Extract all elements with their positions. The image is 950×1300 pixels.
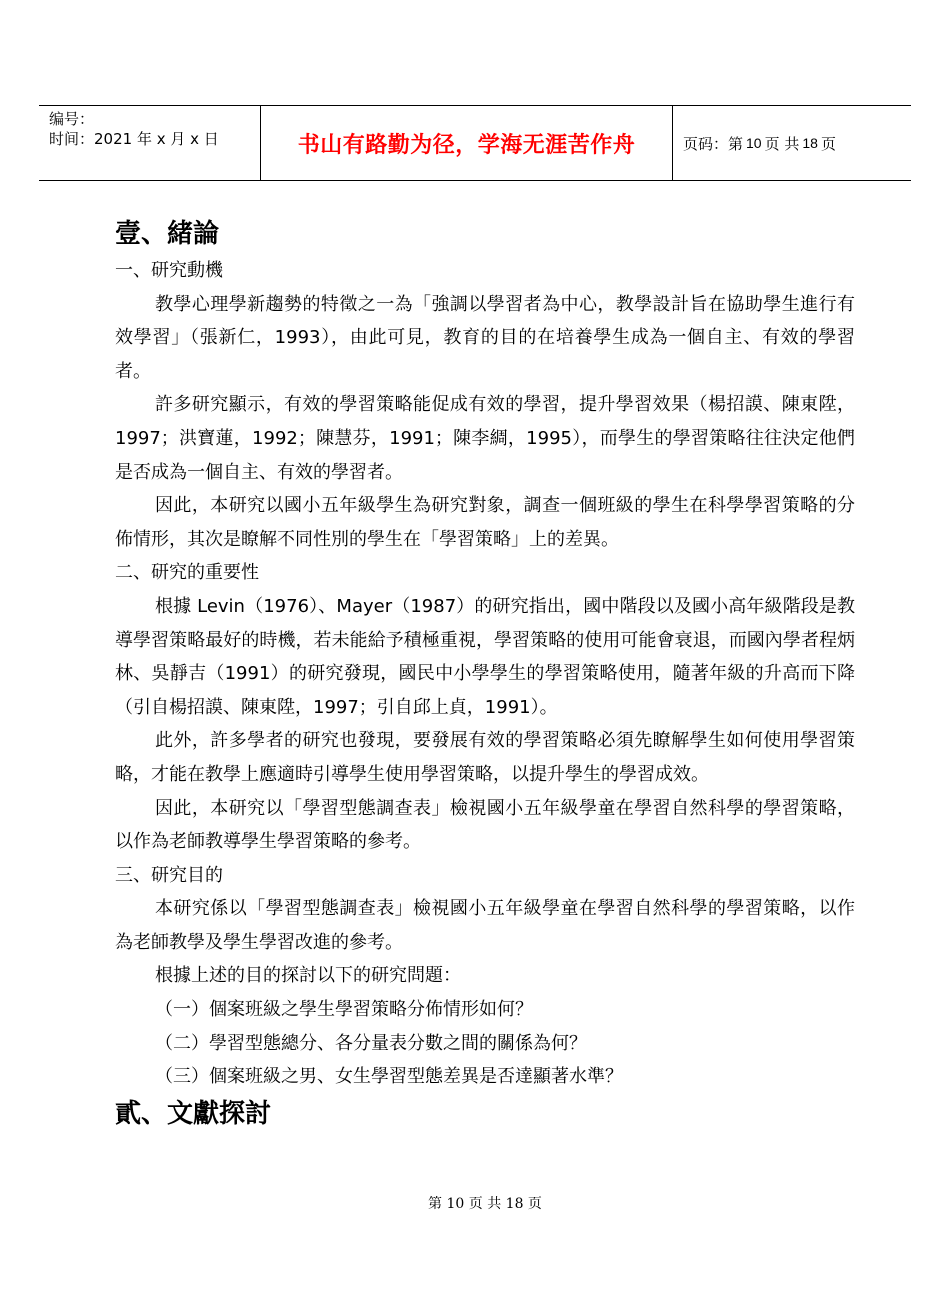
header-motto: 书山有路勤为径，学海无涯苦作舟 <box>261 106 673 180</box>
header-table <box>39 105 911 181</box>
section-title-importance: 二、研究的重要性 <box>115 562 259 584</box>
document-time-label: 时间：2021 年 x 月 x 日 <box>49 130 219 148</box>
section-title-motivation: 一、研究動機 <box>115 260 223 281</box>
page-footer: 第 10 页 共 18 页 <box>428 1196 542 1212</box>
paragraph: 許多研究顯示，有效的學習策略能促成有效的學習，提升學習效果（楊招謨、陳東陞，1997；洪寶蓮，1992；陳慧芬，1991；陳李綢，1995），而學生的學習策略往往決定他們是否成為一個自主、有效的學習者。 <box>115 394 855 483</box>
page-prefix: 页码：第 <box>683 134 744 153</box>
paragraph: 根據上述的目的探討以下的研究問題： <box>155 965 461 987</box>
paragraph: 因此，本研究以國小五年級學生為研究對象，調查一個班級的學生在科學學習策略的分佈情形，其次是瞭解不同性別的學生在「學習策略」上的差異。 <box>115 495 855 550</box>
research-question-2: （二）學習型態總分、各分量表分數之間的關係為何？ <box>155 1032 587 1054</box>
header-page-info <box>673 106 911 180</box>
paragraph: 教學心理學新趨勢的特徵之一為「強調以學習者為中心，教學設計旨在協助學生進行有效學習」（張新仁，1993），由此可見，教育的目的在培養學生成為一個自主、有效的學習者。 <box>115 293 855 382</box>
chapter-heading-literature-review: 貳、文獻探討 <box>115 1098 272 1129</box>
paragraph: 本研究係以「學習型態調查表」檢視國小五年級學童在學習自然科學的學習策略，以作為老師教學及學生學習改進的參考。 <box>115 898 855 953</box>
header-meta-cell <box>39 106 261 180</box>
page-mid: 页 共 <box>764 134 800 153</box>
page-suffix: 页 <box>820 134 836 153</box>
research-question-3: （三）個案班級之男、女生學習型態差異是否達顯著水準？ <box>155 1066 623 1088</box>
document-body <box>115 214 855 1134</box>
paragraph: 根據 Levin（1976）、Mayer（1987）的研究指出，國中階段以及國小高年級階段是教導學習策略最好的時機，若未能給予積極重視，學習策略的使用可能會衰退，而國內學者程炳林、吳靜吉（1991）的研究發現，國民中小學學生的學習策略使用，隨著年級的升高而下降（引自楊招謨、陳東陞，1997；引自邱上貞，1991）。 <box>115 595 855 718</box>
research-question-1: （一）個案班級之學生學習策略分佈情形如何？ <box>155 999 533 1021</box>
page-number: 10 <box>746 135 762 151</box>
document-code-label: 编号： <box>49 110 95 128</box>
chapter-heading-introduction: 壹、緒論 <box>115 219 220 249</box>
page-total: 18 <box>802 135 818 151</box>
paragraph: 因此，本研究以「學習型態調查表」檢視國小五年級學童在學習自然科學的學習策略，以作為老師教導學生學習策略的參考。 <box>115 797 855 853</box>
section-title-purpose: 三、研究目的 <box>115 864 223 886</box>
paragraph: 此外，許多學者的研究也發現，要發展有效的學習策略必須先瞭解學生如何使用學習策略，才能在教學上應適時引導學生使用學習策略，以提升學生的學習成效。 <box>115 730 855 785</box>
